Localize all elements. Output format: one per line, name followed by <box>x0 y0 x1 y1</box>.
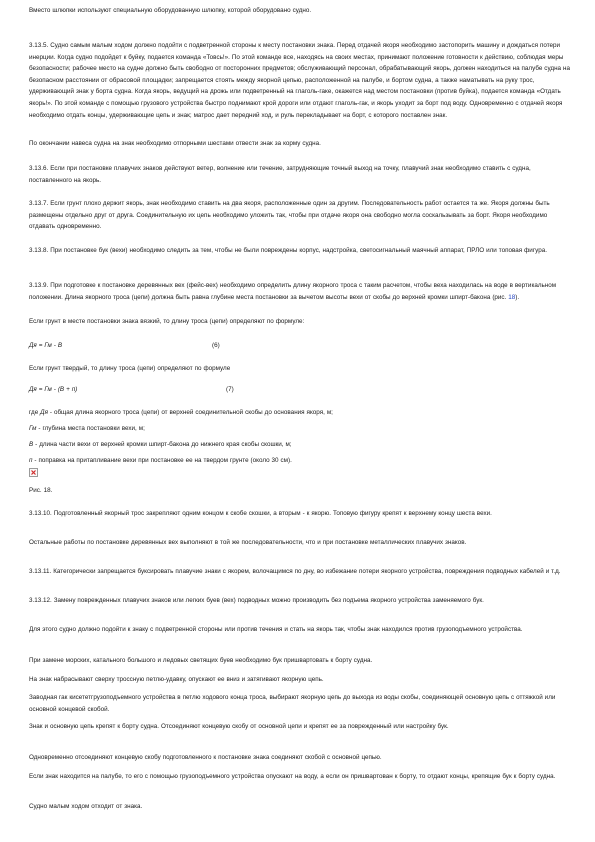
paragraph-depart: Судно малым ходом отходит от знака. <box>29 803 143 810</box>
paragraph-secure-chain: Знак и основную цепь крепят к борту судна. Отсоединяют концевую скобу от основной цепи и крепят ее за поврежденный или настройку бук. <box>29 723 449 730</box>
paragraph-3-13-11: 3.13.11. Категорически запрещается буксировать плавучие знаки с якорем, волочащимся по дну, во избежание потери якорного устройства, повреждения подводных кабелей и т.д. <box>29 568 561 575</box>
paragraph-3-13-12: 3.13.12. Замену поврежденных плавучих знаков или легких буев (вех) подводных можно производить без подъема якорного устройства заменяемого бук. <box>29 597 484 604</box>
variable-v: В <box>29 441 34 448</box>
formula-7: Дя = Гм - (В + п) <box>29 386 78 393</box>
variable-dya: Дя <box>40 409 48 416</box>
definition-v-text: - длина части вехи от верхней кромки шпирт-бакона до нижнего края скобы скошки, м; <box>33 441 292 448</box>
figure-18-link[interactable]: 18 <box>508 293 516 301</box>
paragraph-hook: Заводная гак кисететгрузоподъемного устройства в петлю ходового конца троса, выбирают якорную цепь до выхода из воды скобы, соединяющей основную цепь с оттяжкой или основной концевой скобой. <box>29 694 556 713</box>
paragraph-approach: Для этого судно должно подойти к знаку с подветренной стороны или против течения и стать на якорь так, чтобы знак находился против грузоподъемного устройства. <box>29 626 523 633</box>
formula-6: Дя = Гм - В <box>29 342 63 349</box>
paragraph-lower-buoy: Если знак находится на палубе, то его с помощью грузоподъемного устройства опускают на воду, а если он пришвартован к борту, то отдают концы, крепящие бук к борту судна. <box>29 773 556 780</box>
broken-image-icon[interactable] <box>29 468 38 477</box>
paragraph-soft-ground: Если грунт в месте постановки знака вязкий, то длину троса (цепи) определяют по формуле: <box>29 318 305 325</box>
paragraph-3-13-7: 3.13.7. Если грунт плохо держит якорь, знак необходимо ставить на два якоря, расположенные один за другим. Последовательность работ остается та же. Якоря должны быть размещены отдельно друг от друга. Соединительную их цепь необходимо уложить так, чтобы при отдаче якоря она свободно могла соскальзывать за борт. Якоря необходимо отдавать одновременно. <box>29 200 550 231</box>
paragraph-3-13-9 <box>29 280 574 303</box>
paragraph-hard-ground: Если грунт твердый, то длину троса (цепи) определяют по формуле <box>29 365 231 372</box>
figure-caption: Рис. 18. <box>29 487 53 494</box>
definition-prefix: где <box>29 409 41 416</box>
definition-gm-text: - глубина места постановки вехи, м; <box>36 425 145 432</box>
paragraph-moor-buoy: При замене морских, катального большого и ледовых светящих буев необходимо бук пришвартовать к борту судна. <box>29 657 373 664</box>
paragraph-loop: На знак набрасывают сверху троссную петлю-удавку, опускают ее вниз и затягивают якорную цепь. <box>29 676 324 683</box>
definition-p <box>29 455 574 467</box>
paragraph-wooden-buoys: Остальные работы по постановке деревянных вех выполняют в той же последовательности, что и при постановке металлических плавучих знаков. <box>29 539 467 546</box>
paragraph-3-13-5: 3.13.5. Судно самым малым ходом должно подойти с подветренной стороны к месту постановки знака. Перед отдачей якоря необходимо застопорить машину и дождаться потери инерции. Когда судно подойдет к буйку, подается команда «Товсь!». По этой команде все, находясь на своих местах, принимают положение готовности к действию, соблюдая меры безопасности; рабочее место на судне должно быть свободно от посторонних предметов; обслуживающий персонал, обрабатывающий якорь, должен находиться на палубе судна на безопасном расстоянии от обрасовой площадки; запрещается стоять между якорной цепью, расположенной на палубе, и бортом судна, а также наматывать на руку трос, удерживающий знак у борта судна. Когда якорь, ведущий на дрожь или подветренный на глаголь-гаке, окажется над местом постановки (против буйка), подается команда «Отдать якорь!». По этой команде с помощью грузового устройства быстро поднимают крой дороги или отдают глаголь-гак, и якорь уходит за борт под воду. Одновременно с отдачей якоря необходимо отдать концы, удерживающие цепь и знак; матрос дает передний ход, и руль перекладывает на борт, с которого поставлен знак. <box>29 42 570 119</box>
paragraph-3-13-8: 3.13.8. При постановке бук (вехи) необходимо следить за тем, чтобы не были повреждены корпус, надстройка, светосигнальный маячный аппарат, ПРЛО или топовая фигура. <box>29 247 547 254</box>
definition-gm <box>29 423 574 435</box>
paragraph-after-anchoring: По окончании навеса судна на знак необходимо отпорными шестами отвести знак за корму судна. <box>29 140 321 147</box>
formula-6-number: (6) <box>212 342 220 349</box>
formula-7-number: (7) <box>226 386 234 393</box>
paragraph-3-13-9-text: 3.13.9. При подготовке к постановке деревянных вех (фейс-вех) необходимо определить длину якорного троса с таким расчетом, чтобы веха находилась на воде в вертикальном положении. Длина якорного троса (цепи) должна быть равна глубине места постановки за вычетом высоты вехи от скобы до верхней кромки шпирт-бакона (рис. <box>29 282 557 301</box>
variable-p: п <box>29 457 33 464</box>
definition-v <box>29 439 574 451</box>
paragraph-3-13-6: 3.13.6. Если при постановке плавучих знаков действуют ветер, волнение или течение, затрудняющие точный выход на точку, плавучий знак необходимо ставить с судна, поставленного на якорь. <box>29 165 531 184</box>
paragraph-3-13-9-tail: ). <box>515 293 520 301</box>
definition-dya <box>29 407 574 419</box>
variable-gm: Гм <box>29 425 37 432</box>
definition-dya-text: - общая длина якорного троса (цепи) от верхней соединительной скобы до основания якоря, м; <box>47 409 333 416</box>
paragraph-disconnect: Одновременно отсоединяют концевую скобу подготовленного к постановке знака соединяют скобой с основной цепью. <box>29 754 382 761</box>
paragraph-3-13-10: 3.13.10. Подготовленный якорный трос закрепляют одним концом к скобе скошки, а вторым - к якорю. Топовую фигуру крепят к верхнему концу шеста вехи. <box>29 510 492 517</box>
paragraph-intro: Вместо шлюпки используют специальную оборудованную шлюпку, которой оборудовано судно. <box>29 7 312 14</box>
definition-p-text: - поправка на притапливание вехи при постановке ее на твердом грунте (около 30 см). <box>32 457 292 464</box>
